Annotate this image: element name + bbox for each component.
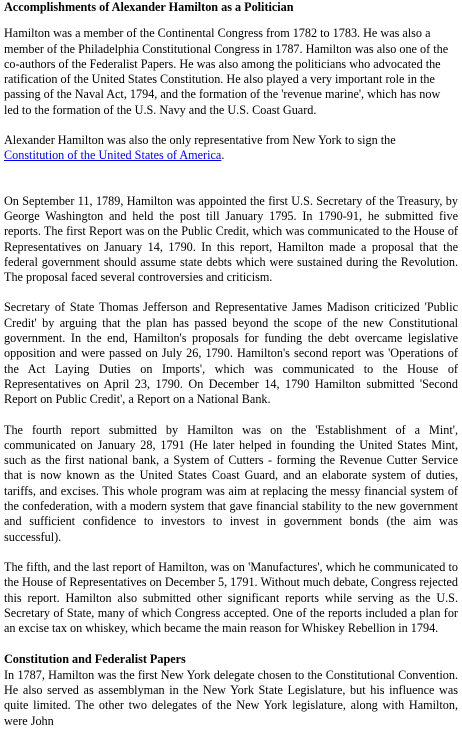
spacer — [4, 164, 458, 194]
paragraph-text: Alexander Hamilton was also the only representative from New York to sign the — [4, 133, 396, 148]
paragraph-continental-congress: Hamilton was a member of the Continental Congress from 1782 to 1783. He was also a member of the Philadelphia Constitutional Congress in 1787. Hamilton was also one of the co-authors of the Federalist Papers. He was also among the politicians who advocated the ratification of the United States Constitution. He also played a very important role in the passing of the Naval Act, 1794, and the formation of the 'revenue marine', which has now led to the formation of the U.S. Navy and the U.S. Coast Guard. — [4, 26, 449, 117]
paragraph-constitution-signer — [4, 133, 458, 164]
constitution-link[interactable]: Constitution of the United States of America — [4, 148, 222, 163]
paragraph-mint-report: The fourth report submitted by Hamilton was on the 'Establishment of a Mint', communicated on January 28, 1791 (He later helped in founding the United States Mint, such as the first national bank, a System of Cutters - forming the Revenue Cutter Service that is now known as the United States Coast Guard, and an elaborate system of duties, tariffs, and excises. This whole program was aim at replacing the messy financial system of the confederation, with a modern system that gave financial stability to the new government and sufficient confidence to investors to invest in government bonds (the aim was successful). — [4, 422, 458, 544]
spacer — [4, 408, 458, 423]
paragraph-constitutional-convention: In 1787, Hamilton was the first New York delegate chosen to the Constitutional Convention. He also served as assemblyman in the New York State Legislature, but his influence was quite limited. The other two delegates of the New York legislature, along with Hamilton, were John — [4, 667, 458, 728]
section-heading-constitution: Constitution and Federalist Papers — [4, 652, 186, 667]
spacer — [4, 15, 458, 26]
spacer — [4, 545, 458, 560]
paragraph-end: . — [221, 148, 225, 163]
paragraph-manufactures-report: The fifth, and the last report of Hamilton, was on 'Manufactures', which he communicated to the House of Representatives on December 5, 1791. Without much debate, Congress rejected this report. Hamilton also submitted other significant reports while serving as the U.S. Secretary of State, many of which Congress accepted. One of the reports included a plan for an excise tax on whiskey, which became the main reason for Whiskey Rebellion in 1794. — [4, 559, 458, 636]
spacer — [4, 118, 458, 133]
spacer — [4, 285, 458, 300]
paragraph-treasury-secretary: On September 11, 1789, Hamilton was appointed the first U.S. Secretary of the Treasury, by George Washington and held the post till January 1795. In 1790-91, he submitted five reports. The first Report was on the Public Credit, which was communicated to the House of Representatives on January 14, 1790. In this report, Hamilton made a proposal that the federal government should assume state debts which were sustained during the Revolution. The proposal faced several controversies and criticism. — [4, 193, 458, 285]
spacer — [4, 636, 458, 652]
page-title: Accomplishments of Alexander Hamilton as a Politician — [4, 0, 294, 14]
paragraph-public-credit-criticism: Secretary of State Thomas Jefferson and Representative James Madison criticized 'Public Credit' by arguing that the plan has passed beyond the scope of the new Constitutional government. In the end, Hamilton's proposals for funding the debt overcame legislative opposition and were passed on July 26, 1790. Hamilton's second report was 'Operations of the Act Laying Duties on Imports', which was communicated to the House of Representatives on April 23, 1790. On December 14, 1790 Hamilton submitted 'Second Report on Public Credit', a Report on a National Bank. — [4, 300, 458, 407]
